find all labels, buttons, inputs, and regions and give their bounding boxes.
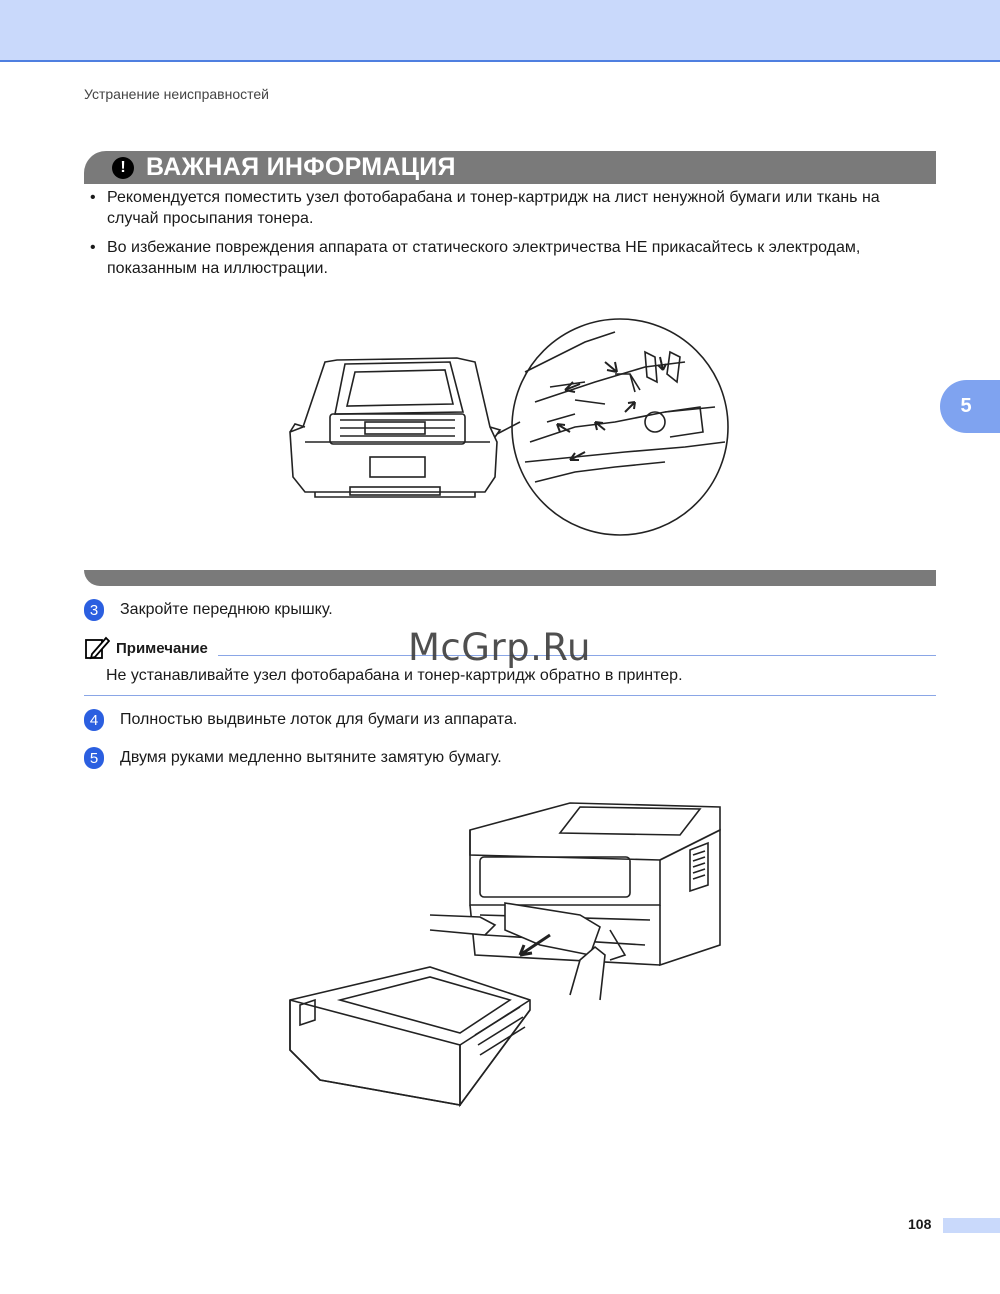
page-number: 108	[908, 1216, 932, 1232]
bullet-dot: •	[90, 189, 96, 206]
step-text: Полностью выдвиньте лоток для бумаги из аппарата.	[120, 711, 518, 728]
pencil-note-icon	[84, 636, 110, 660]
exclamation-icon: !	[112, 157, 134, 179]
paper-jam-removal-illustration	[280, 795, 740, 1115]
important-title: ВАЖНАЯ ИНФОРМАЦИЯ	[146, 153, 456, 181]
bullet-dot: •	[90, 239, 96, 256]
bullet-text: Рекомендуется поместить узел фотобарабана и тонер-картридж на лист ненужной бумаги или ткань на случай просыпания тонера.	[107, 189, 880, 227]
step-5	[84, 747, 502, 769]
step-4	[84, 709, 517, 731]
important-banner	[84, 151, 936, 184]
list-item	[90, 237, 930, 279]
breadcrumb: Устранение неисправностей	[84, 86, 269, 102]
step-number-badge: 3	[84, 599, 104, 621]
bullet-text: Во избежание повреждения аппарата от статического электричества НЕ прикасайтесь к электродам, показанным на иллюстрации.	[107, 239, 861, 277]
chapter-tab[interactable]: 5	[940, 380, 1000, 433]
list-item	[90, 187, 930, 229]
note-bottom-rule	[84, 695, 936, 696]
watermark: McGrp.Ru	[408, 626, 591, 669]
header-band	[0, 0, 1000, 62]
step-text: Двумя руками медленно вытяните замятую бумагу.	[120, 749, 502, 766]
section-divider	[84, 570, 936, 586]
step-number-badge: 5	[84, 747, 104, 769]
step-text: Закройте переднюю крышку.	[120, 601, 333, 618]
step-3	[84, 599, 333, 621]
note-label: Примечание	[116, 639, 208, 657]
note-text: Не устанавливайте узел фотобарабана и тонер-картридж обратно в принтер.	[106, 667, 683, 684]
step-number-badge: 4	[84, 709, 104, 731]
footer-band	[943, 1218, 1000, 1233]
important-bullet-list	[90, 187, 930, 287]
printer-electrodes-illustration	[285, 312, 735, 537]
